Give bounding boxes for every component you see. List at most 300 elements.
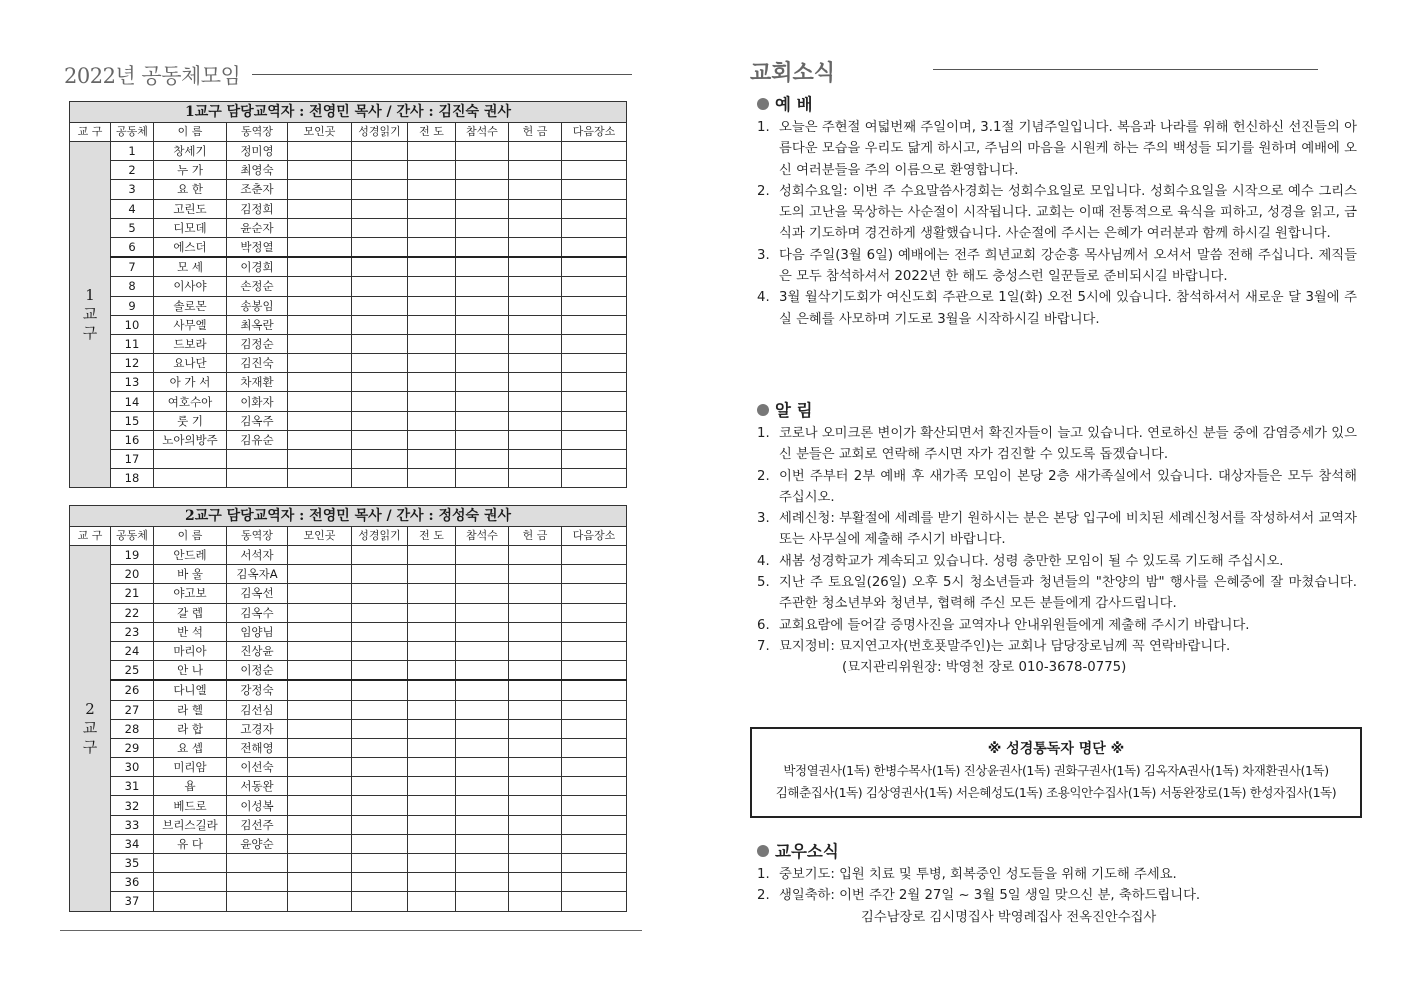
column-header-row [70, 527, 627, 546]
entry-cell[interactable] [562, 430, 627, 449]
entry-cell[interactable] [352, 834, 408, 853]
district2-table [69, 505, 627, 912]
entry-cell[interactable] [509, 334, 562, 353]
entry-cell[interactable] [509, 411, 562, 430]
entry-cell[interactable] [456, 161, 509, 180]
entry-cell[interactable] [562, 815, 627, 834]
entry-cell[interactable] [562, 700, 627, 719]
entry-cell[interactable] [509, 315, 562, 334]
entry-cell[interactable] [352, 622, 408, 641]
entry-cell[interactable] [288, 873, 352, 892]
entry-cell[interactable] [288, 700, 352, 719]
entry-cell[interactable] [509, 296, 562, 315]
page-title-left: 2022년 공동체모임 [64, 64, 241, 88]
entry-cell[interactable] [456, 641, 509, 660]
entry-cell[interactable] [288, 680, 352, 700]
district-label: 2 교 구 [70, 546, 111, 912]
entry-cell[interactable] [456, 199, 509, 218]
entry-cell[interactable] [352, 854, 408, 873]
entry-cell[interactable] [562, 199, 627, 218]
entry-cell[interactable] [408, 237, 456, 257]
entry-cell[interactable] [562, 334, 627, 353]
entry-cell[interactable] [509, 603, 562, 622]
entry-cell[interactable] [456, 546, 509, 565]
entry-cell[interactable] [352, 700, 408, 719]
group-number: 30 [111, 758, 154, 777]
news-item [757, 287, 1357, 330]
entry-cell[interactable] [509, 873, 562, 892]
group-number: 1 [111, 142, 154, 161]
entry-cell[interactable] [456, 469, 509, 488]
group-name [154, 873, 227, 892]
entry-cell[interactable] [456, 354, 509, 373]
entry-cell[interactable] [288, 854, 352, 873]
entry-cell[interactable] [456, 411, 509, 430]
entry-cell[interactable] [509, 719, 562, 738]
entry-cell[interactable] [562, 469, 627, 488]
entry-cell[interactable] [456, 622, 509, 641]
entry-cell[interactable] [288, 584, 352, 603]
entry-cell[interactable] [456, 277, 509, 296]
entry-cell[interactable] [352, 892, 408, 911]
entry-cell[interactable] [288, 237, 352, 257]
group-name: 요나단 [154, 354, 227, 373]
entry-cell[interactable] [408, 180, 456, 199]
table-row [70, 218, 627, 237]
entry-cell[interactable] [509, 700, 562, 719]
entry-cell[interactable] [509, 430, 562, 449]
entry-cell[interactable] [352, 411, 408, 430]
entry-cell[interactable] [456, 700, 509, 719]
column-header: 헌 금 [509, 527, 562, 546]
entry-cell[interactable] [562, 277, 627, 296]
entry-cell[interactable] [562, 584, 627, 603]
table-row [70, 834, 627, 853]
item-number: 4. [757, 553, 770, 569]
entry-cell[interactable] [352, 199, 408, 218]
entry-cell[interactable] [408, 450, 456, 469]
entry-cell[interactable] [408, 430, 456, 449]
column-header: 동역장 [227, 123, 288, 142]
group-name: 브리스길라 [154, 815, 227, 834]
entry-cell[interactable] [408, 296, 456, 315]
entry-cell[interactable] [408, 199, 456, 218]
entry-cell[interactable] [456, 392, 509, 411]
entry-cell[interactable] [352, 257, 408, 277]
entry-cell[interactable] [408, 373, 456, 392]
column-header: 다음장소 [562, 123, 627, 142]
entry-cell[interactable] [408, 354, 456, 373]
entry-cell[interactable] [456, 892, 509, 911]
entry-cell[interactable] [352, 237, 408, 257]
group-number: 8 [111, 277, 154, 296]
entry-cell[interactable] [562, 296, 627, 315]
item-text: 교회요람에 들어갈 증명사진을 교역자나 안내위원들에게 제출해 주시기 바랍니다. [779, 617, 1250, 633]
entry-cell[interactable] [562, 854, 627, 873]
entry-cell[interactable] [352, 815, 408, 834]
entry-cell[interactable] [562, 834, 627, 853]
group-leader: 이화자 [227, 392, 288, 411]
entry-cell[interactable] [352, 777, 408, 796]
entry-cell[interactable] [408, 411, 456, 430]
entry-cell[interactable] [456, 719, 509, 738]
entry-cell[interactable] [509, 469, 562, 488]
group-leader: 임양님 [227, 622, 288, 641]
column-header: 교 구 [70, 123, 111, 142]
entry-cell[interactable] [456, 142, 509, 161]
entry-cell[interactable] [408, 277, 456, 296]
entry-cell[interactable] [562, 603, 627, 622]
entry-cell[interactable] [509, 622, 562, 641]
table-row [70, 161, 627, 180]
title-rule-right [933, 69, 1318, 70]
entry-cell[interactable] [352, 680, 408, 700]
entry-cell[interactable] [288, 296, 352, 315]
entry-cell[interactable] [352, 469, 408, 488]
group-leader [227, 854, 288, 873]
entry-cell[interactable] [352, 546, 408, 565]
entry-cell[interactable] [288, 469, 352, 488]
entry-cell[interactable] [408, 392, 456, 411]
readers-line: 박정열권사(1독) 한병수목사(1독) 진상윤권사(1독) 권화구권사(1독) 김옥자A권사(1독) 차재환권사(1독) [783, 763, 1329, 778]
entry-cell[interactable] [456, 334, 509, 353]
entry-cell[interactable] [408, 777, 456, 796]
item-number: 1. [757, 426, 770, 441]
group-number: 22 [111, 603, 154, 622]
entry-cell[interactable] [288, 257, 352, 277]
entry-cell[interactable] [288, 546, 352, 565]
entry-cell[interactable] [456, 218, 509, 237]
entry-cell[interactable] [288, 277, 352, 296]
group-name: 라 합 [154, 719, 227, 738]
entry-cell[interactable] [288, 815, 352, 834]
entry-cell[interactable] [352, 661, 408, 681]
group-leader: 서석자 [227, 546, 288, 565]
entry-cell[interactable] [509, 546, 562, 565]
entry-cell[interactable] [509, 392, 562, 411]
group-name [154, 469, 227, 488]
entry-cell[interactable] [352, 315, 408, 334]
entry-cell[interactable] [408, 257, 456, 277]
entry-cell[interactable] [288, 218, 352, 237]
entry-cell[interactable] [456, 834, 509, 853]
entry-cell[interactable] [562, 392, 627, 411]
column-header: 다음장소 [562, 527, 627, 546]
entry-cell[interactable] [562, 622, 627, 641]
entry-cell[interactable] [562, 161, 627, 180]
group-leader: 손정순 [227, 277, 288, 296]
table-row [70, 738, 627, 757]
entry-cell[interactable] [352, 334, 408, 353]
item-text: 세례신청: 부활절에 세례를 받기 원하시는 분은 본당 입구에 비치된 세례신청서를 작성하셔서 교역자 또는 사무실에 제출해 주시기 바랍니다. [779, 511, 1357, 548]
entry-cell[interactable] [509, 218, 562, 237]
entry-cell[interactable] [509, 180, 562, 199]
group-leader [227, 469, 288, 488]
entry-cell[interactable] [456, 777, 509, 796]
entry-cell[interactable] [288, 661, 352, 681]
cemetery-contact: (묘지관리위원장: 박영천 장로 010-3678-0775) [842, 660, 1127, 676]
bullet-icon [757, 404, 769, 416]
group-leader: 박정열 [227, 237, 288, 257]
news-item [757, 181, 1357, 245]
item-number: 2. [757, 888, 770, 904]
item-number: 3. [757, 247, 770, 263]
entry-cell[interactable] [562, 218, 627, 237]
entry-cell[interactable] [288, 430, 352, 449]
entry-cell[interactable] [456, 257, 509, 277]
item-number: 3. [757, 511, 770, 527]
entry-cell[interactable] [352, 584, 408, 603]
entry-cell[interactable] [456, 315, 509, 334]
group-leader: 고경자 [227, 719, 288, 738]
entry-cell[interactable] [352, 641, 408, 660]
entry-cell[interactable] [509, 892, 562, 911]
entry-cell[interactable] [509, 641, 562, 660]
entry-cell[interactable] [352, 565, 408, 584]
entry-cell[interactable] [408, 641, 456, 660]
entry-cell[interactable] [509, 277, 562, 296]
column-header: 참석수 [456, 527, 509, 546]
entry-cell[interactable] [408, 796, 456, 815]
entry-cell[interactable] [562, 546, 627, 565]
entry-cell[interactable] [562, 180, 627, 199]
entry-cell[interactable] [288, 622, 352, 641]
entry-cell[interactable] [352, 296, 408, 315]
entry-cell[interactable] [509, 565, 562, 584]
group-name: 에스더 [154, 237, 227, 257]
entry-cell[interactable] [562, 719, 627, 738]
entry-cell[interactable] [408, 546, 456, 565]
entry-cell[interactable] [509, 758, 562, 777]
entry-cell[interactable] [352, 603, 408, 622]
entry-cell[interactable] [509, 738, 562, 757]
entry-cell[interactable] [408, 873, 456, 892]
entry-cell[interactable] [352, 738, 408, 757]
entry-cell[interactable] [456, 603, 509, 622]
entry-cell[interactable] [352, 180, 408, 199]
entry-cell[interactable] [408, 334, 456, 353]
entry-cell[interactable] [352, 758, 408, 777]
entry-cell[interactable] [288, 758, 352, 777]
entry-cell[interactable] [288, 450, 352, 469]
entry-cell[interactable] [562, 257, 627, 277]
entry-cell[interactable] [456, 296, 509, 315]
group-name [154, 854, 227, 873]
group-name: 여호수아 [154, 392, 227, 411]
entry-cell[interactable] [509, 199, 562, 218]
entry-cell[interactable] [352, 450, 408, 469]
group-leader [227, 892, 288, 911]
entry-cell[interactable] [288, 334, 352, 353]
entry-cell[interactable] [408, 622, 456, 641]
entry-cell[interactable] [352, 373, 408, 392]
group-name: 유 다 [154, 834, 227, 853]
entry-cell[interactable] [456, 373, 509, 392]
entry-cell[interactable] [509, 834, 562, 853]
entry-cell[interactable] [509, 796, 562, 815]
entry-cell[interactable] [352, 873, 408, 892]
entry-cell[interactable] [352, 218, 408, 237]
news-item [757, 245, 1357, 288]
entry-cell[interactable] [509, 354, 562, 373]
entry-cell[interactable] [456, 584, 509, 603]
entry-cell[interactable] [456, 854, 509, 873]
entry-cell[interactable] [456, 680, 509, 700]
entry-cell[interactable] [562, 373, 627, 392]
entry-cell[interactable] [408, 854, 456, 873]
entry-cell[interactable] [456, 450, 509, 469]
entry-cell[interactable] [288, 180, 352, 199]
bible-readers-box [750, 727, 1362, 818]
group-number: 5 [111, 218, 154, 237]
entry-cell[interactable] [408, 161, 456, 180]
entry-cell[interactable] [352, 719, 408, 738]
entry-cell[interactable] [408, 815, 456, 834]
entry-cell[interactable] [408, 892, 456, 911]
table-row [70, 565, 627, 584]
entry-cell[interactable] [456, 738, 509, 757]
entry-cell[interactable] [456, 661, 509, 681]
district2-header: 2교구 담당교역자 : 전영민 목사 / 간사 : 정성숙 권사 [70, 506, 627, 527]
entry-cell[interactable] [456, 565, 509, 584]
entry-cell[interactable] [456, 430, 509, 449]
entry-cell[interactable] [288, 603, 352, 622]
entry-cell[interactable] [562, 738, 627, 757]
entry-cell[interactable] [288, 392, 352, 411]
group-leader: 전해영 [227, 738, 288, 757]
entry-cell[interactable] [408, 680, 456, 700]
column-header: 전 도 [408, 527, 456, 546]
entry-cell[interactable] [408, 584, 456, 603]
entry-cell[interactable] [408, 758, 456, 777]
entry-cell[interactable] [352, 796, 408, 815]
entry-cell[interactable] [408, 834, 456, 853]
entry-cell[interactable] [456, 796, 509, 815]
entry-cell[interactable] [288, 565, 352, 584]
entry-cell[interactable] [352, 161, 408, 180]
entry-cell[interactable] [408, 661, 456, 681]
table-row [70, 237, 627, 257]
entry-cell[interactable] [288, 142, 352, 161]
entry-cell[interactable] [456, 758, 509, 777]
group-number: 27 [111, 700, 154, 719]
group-number: 4 [111, 199, 154, 218]
column-header: 모인곳 [288, 123, 352, 142]
entry-cell[interactable] [352, 277, 408, 296]
entry-cell[interactable] [509, 815, 562, 834]
table-row [70, 199, 627, 218]
table-row [70, 777, 627, 796]
table-row [70, 430, 627, 449]
news-item [757, 508, 1357, 551]
table-row [70, 796, 627, 815]
entry-cell[interactable] [509, 680, 562, 700]
entry-cell[interactable] [288, 411, 352, 430]
entry-cell[interactable] [288, 719, 352, 738]
entry-cell[interactable] [562, 411, 627, 430]
entry-cell[interactable] [509, 777, 562, 796]
entry-cell[interactable] [562, 758, 627, 777]
section-heading: 예 배 [775, 95, 813, 114]
entry-cell[interactable] [352, 142, 408, 161]
entry-cell[interactable] [509, 584, 562, 603]
group-leader: 김옥자A [227, 565, 288, 584]
entry-cell[interactable] [562, 892, 627, 911]
entry-cell[interactable] [408, 719, 456, 738]
group-name: 미리암 [154, 758, 227, 777]
entry-cell[interactable] [562, 680, 627, 700]
entry-cell[interactable] [562, 641, 627, 660]
entry-cell[interactable] [352, 354, 408, 373]
group-leader: 이성복 [227, 796, 288, 815]
entry-cell[interactable] [408, 700, 456, 719]
entry-cell[interactable] [288, 641, 352, 660]
entry-cell[interactable] [288, 738, 352, 757]
entry-cell[interactable] [288, 199, 352, 218]
entry-cell[interactable] [288, 796, 352, 815]
entry-cell[interactable] [408, 565, 456, 584]
entry-cell[interactable] [562, 661, 627, 681]
entry-cell[interactable] [562, 450, 627, 469]
entry-cell[interactable] [562, 142, 627, 161]
entry-cell[interactable] [562, 796, 627, 815]
entry-cell[interactable] [408, 603, 456, 622]
news-item [757, 615, 1357, 636]
entry-cell[interactable] [509, 450, 562, 469]
entry-cell[interactable] [562, 565, 627, 584]
entry-cell[interactable] [562, 237, 627, 257]
entry-cell[interactable] [562, 315, 627, 334]
entry-cell[interactable] [352, 392, 408, 411]
group-number: 34 [111, 834, 154, 853]
table-row [70, 815, 627, 834]
entry-cell[interactable] [288, 373, 352, 392]
entry-cell[interactable] [562, 873, 627, 892]
entry-cell[interactable] [456, 180, 509, 199]
group-leader: 김정희 [227, 199, 288, 218]
group-number: 36 [111, 873, 154, 892]
entry-cell[interactable] [509, 854, 562, 873]
item-text: 코로나 오미크론 변이가 확산되면서 확진자들이 늘고 있습니다. 연로하신 분들 중에 감염증세가 있으신 분들은 교회로 연락해 주시면 자가 검진할 수 있도록 돕겠습니다. [779, 426, 1357, 463]
entry-cell[interactable] [288, 777, 352, 796]
entry-cell[interactable] [509, 142, 562, 161]
entry-cell[interactable] [408, 469, 456, 488]
entry-cell[interactable] [288, 892, 352, 911]
item-text: 생일축하: 이번 주간 2월 27일 ~ 3월 5일 생일 맞으신 분, 축하드립니다. [779, 888, 1201, 904]
group-number: 6 [111, 237, 154, 257]
entry-cell[interactable] [562, 777, 627, 796]
entry-cell[interactable] [288, 354, 352, 373]
entry-cell[interactable] [408, 315, 456, 334]
entry-cell[interactable] [509, 161, 562, 180]
entry-cell[interactable] [408, 738, 456, 757]
entry-cell[interactable] [562, 354, 627, 373]
entry-cell[interactable] [509, 373, 562, 392]
entry-cell[interactable] [288, 315, 352, 334]
entry-cell[interactable] [408, 142, 456, 161]
entry-cell[interactable] [509, 257, 562, 277]
entry-cell[interactable] [509, 237, 562, 257]
entry-cell[interactable] [352, 430, 408, 449]
entry-cell[interactable] [288, 161, 352, 180]
entry-cell[interactable] [456, 237, 509, 257]
entry-cell[interactable] [288, 834, 352, 853]
entry-cell[interactable] [456, 815, 509, 834]
item-number: 2. [757, 183, 770, 199]
entry-cell[interactable] [456, 873, 509, 892]
entry-cell[interactable] [408, 218, 456, 237]
entry-cell[interactable] [509, 661, 562, 681]
